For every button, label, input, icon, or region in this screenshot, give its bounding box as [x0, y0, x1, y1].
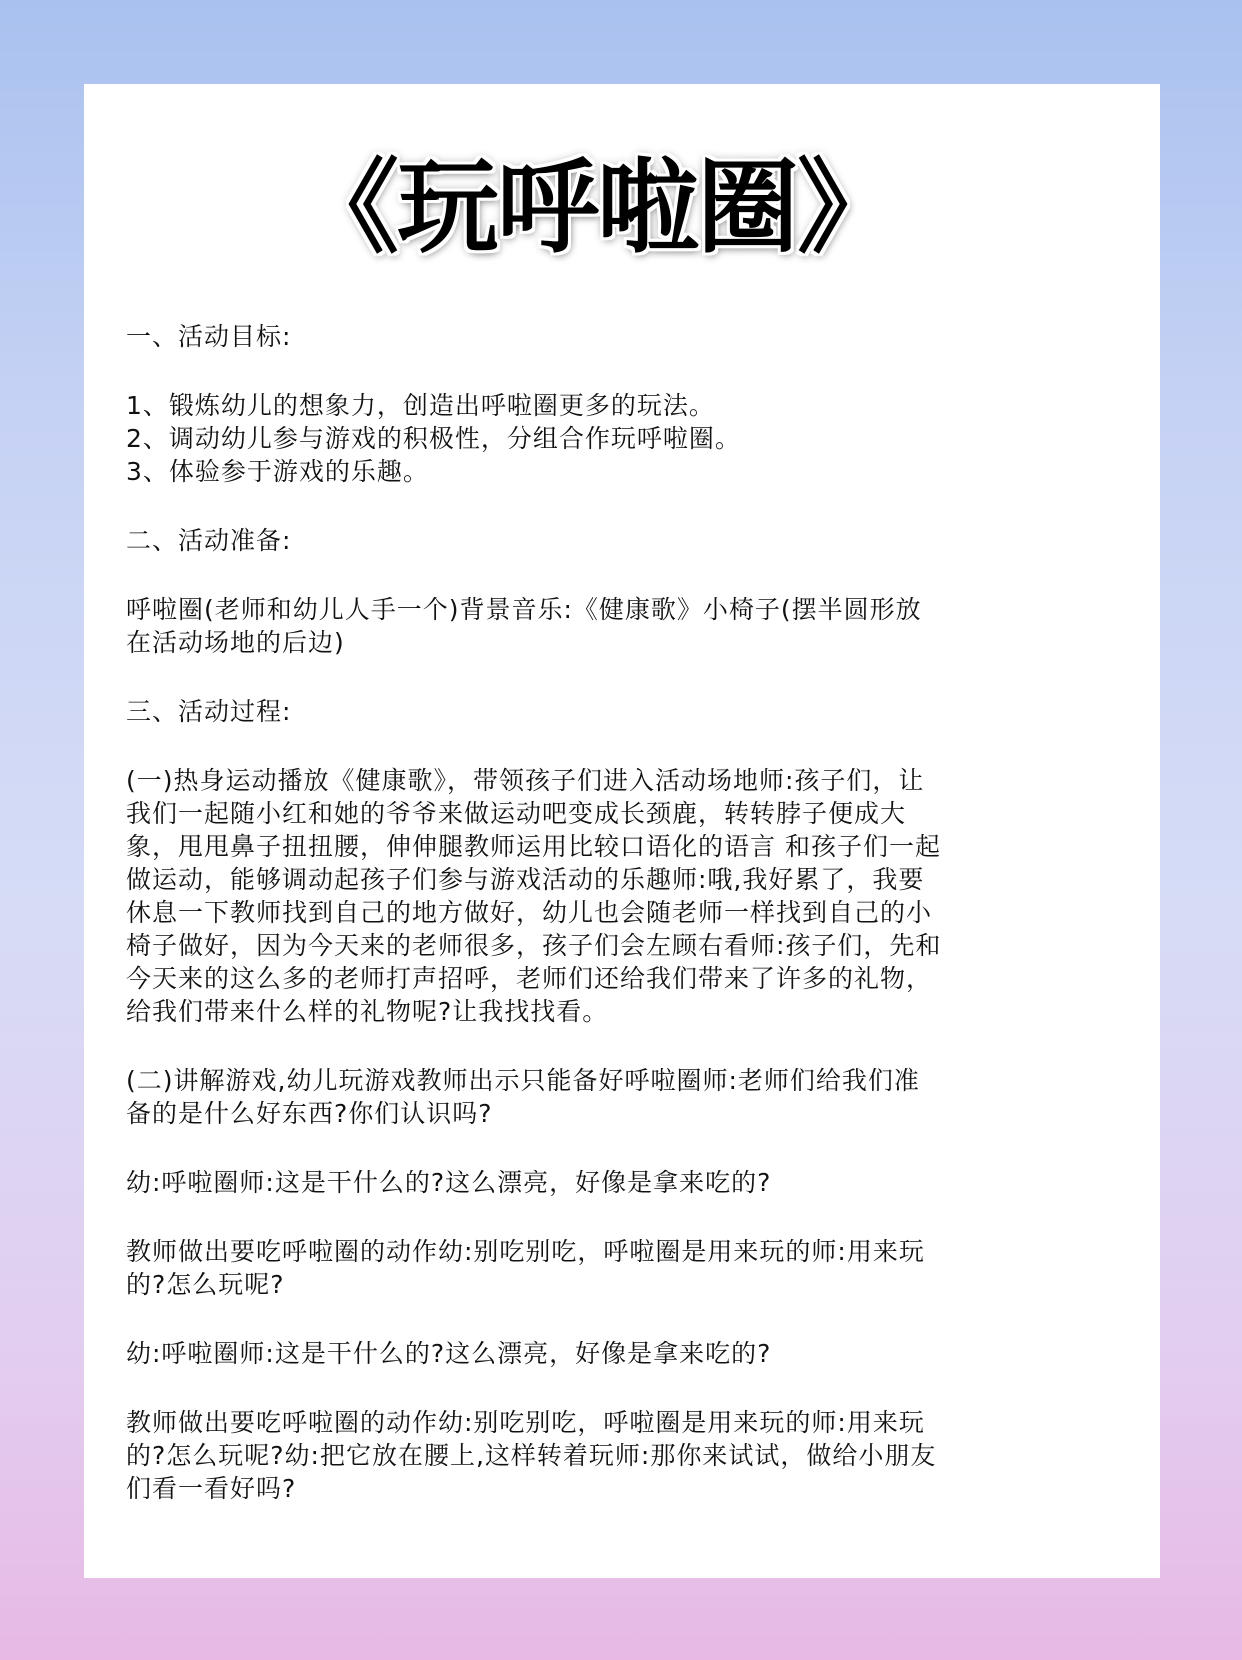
process-paragraph-4: 教师做出要吃呼啦圈的动作幼:别吃别吃，呼啦圈是用来玩的师:用来玩 的?怎么玩呢?	[126, 1237, 925, 1299]
preparation-text: 呼啦圈(老师和幼儿人手一个)背景音乐:《健康歌》小椅子(摆半圆形放 在活动场地的后边)	[126, 595, 922, 657]
page-title: 《玩呼啦圈》	[297, 149, 897, 268]
goal-item-2: 2、调动幼儿参与游戏的积极性，分组合作玩呼啦圈。	[126, 424, 741, 453]
process-paragraph-5: 幼:呼啦圈师:这是干什么的?这么漂亮，好像是拿来吃的?	[126, 1339, 772, 1368]
goal-item-3: 3、体验参于游戏的乐趣。	[126, 457, 429, 486]
process-paragraph-1: (一)热身运动播放《健康歌》，带领孩子们进入活动场地师:孩子们，让 我们一起随小红和她的爷爷来做运动吧变成长颈鹿，转转脖子便成大 象，甩甩鼻子扭扭腰，伸伸腿教师运用比较口语化的语言 和孩子们一起 做运动，能够调动起孩子们参与游戏活动的乐趣师:哦,我好累了，我要 休息一下教师找到自己的地方做好，幼儿也会随老师一样找到自己的小 椅子做好，因为今天来的老师很多，孩子们会左顾右看师:孩子们，先和 今天来的这么多的老师打声招呼，老师们还给我们带来了许多的礼物， 给我们带来什么样的礼物呢?让我找找看。	[126, 766, 942, 1026]
document-card	[84, 84, 1160, 1578]
section-heading-goals: 一、活动目标:	[126, 322, 292, 351]
process-paragraph-2: (二)讲解游戏,幼儿玩游戏教师出示只能备好呼啦圈师:老师们给我们准 备的是什么好东西?你们认识吗?	[126, 1066, 920, 1128]
goal-item-1: 1、锻炼幼儿的想象力，创造出呼啦圈更多的玩法。	[126, 391, 715, 420]
document-body	[126, 320, 1098, 1505]
process-paragraph-3: 幼:呼啦圈师:这是干什么的?这么漂亮，好像是拿来吃的?	[126, 1168, 772, 1197]
section-heading-process: 三、活动过程:	[126, 697, 292, 726]
process-paragraph-6: 教师做出要吃呼啦圈的动作幼:别吃别吃，呼啦圈是用来玩的师:用来玩 的?怎么玩呢?幼:把它放在腰上,这样转着玩师:那你来试试，做给小朋友 们看一看好吗?	[126, 1408, 937, 1503]
section-heading-preparation: 二、活动准备:	[126, 526, 292, 555]
